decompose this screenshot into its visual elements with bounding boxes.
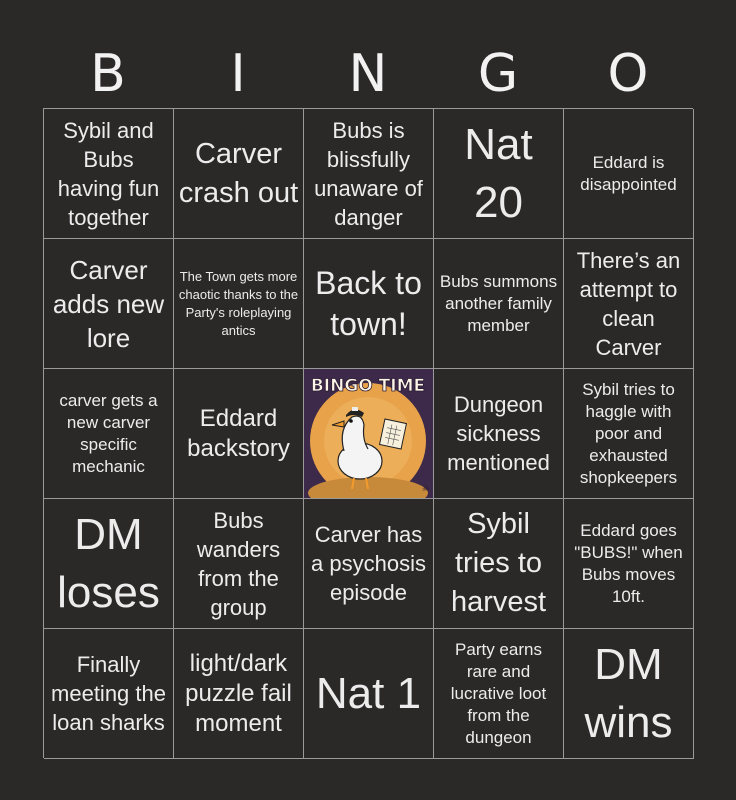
bingo-cell[interactable]	[434, 369, 564, 499]
bingo-cell[interactable]	[304, 629, 434, 759]
bingo-cell[interactable]	[44, 239, 174, 369]
bingo-time-text: BINGO TIME	[310, 376, 426, 396]
cell-text: The Town gets more chaotic thanks to the Party's roleplaying antics	[178, 268, 299, 338]
bingo-cell[interactable]	[174, 109, 304, 239]
bingo-cell[interactable]	[564, 629, 694, 759]
free-space-cell[interactable]	[304, 369, 434, 499]
bingo-cell[interactable]	[304, 239, 434, 369]
cell-text: Nat 1	[315, 668, 422, 718]
header-letter-g: G	[477, 44, 519, 104]
bingo-cell[interactable]	[304, 109, 434, 239]
cell-text: Sybil and Bubs having fun together	[57, 117, 160, 230]
header-letter-n: N	[348, 44, 388, 104]
bingo-cell[interactable]	[44, 499, 174, 629]
cell-text: Bubs wanders from the group	[196, 507, 281, 620]
cell-text: Nat 20	[464, 119, 533, 227]
cell-text: DM loses	[57, 509, 160, 617]
cell-text: Sybil tries to haggle with poor and exhausted shopkeepers	[579, 379, 678, 487]
cell-text: Carver has a psychosis episode	[311, 522, 426, 605]
bingo-cell[interactable]	[174, 369, 304, 499]
bingo-cell[interactable]	[564, 369, 694, 499]
bingo-cell[interactable]	[174, 499, 304, 629]
cell-text: Eddard backstory	[187, 404, 290, 462]
cell-text: Back to town!	[315, 264, 422, 342]
cell-text: carver gets a new carver specific mechanic	[59, 390, 158, 476]
bingo-cell[interactable]	[44, 109, 174, 239]
cell-text: DM wins	[584, 639, 673, 747]
svg-text:☠: ☠	[422, 484, 430, 493]
bingo-cell[interactable]	[44, 629, 174, 759]
cell-text: Party earns rare and lucrative loot from the dungeon	[450, 639, 547, 747]
cell-text: Dungeon sickness mentioned	[447, 392, 550, 475]
bingo-cell[interactable]	[564, 109, 694, 239]
header-letter-o: O	[607, 44, 649, 104]
bingo-cell[interactable]	[304, 499, 434, 629]
bingo-cell[interactable]	[174, 629, 304, 759]
bingo-cell[interactable]	[434, 109, 564, 239]
cell-text: Finally meeting the loan sharks	[51, 652, 166, 735]
bingo-cell[interactable]	[434, 629, 564, 759]
bingo-cell[interactable]	[174, 239, 304, 369]
cell-text: light/dark puzzle fail moment	[185, 649, 292, 737]
cell-text: Eddard is disappointed	[580, 152, 677, 194]
bingo-header	[43, 44, 693, 104]
bingo-time-duck-image	[304, 369, 433, 498]
cell-text: There’s an attempt to clean Carver	[576, 247, 681, 360]
bingo-cell[interactable]	[564, 239, 694, 369]
cell-text: Bubs summons another family member	[439, 271, 558, 335]
bingo-cell[interactable]	[564, 499, 694, 629]
cell-text: Eddard goes "BUBS!" when Bubs moves 10ft.	[574, 520, 683, 606]
header-letter-b: B	[90, 44, 126, 104]
cell-text: Bubs is blissfully unaware of danger	[314, 117, 423, 230]
cell-text: Carver adds new lore	[52, 254, 165, 353]
bingo-cell[interactable]	[434, 499, 564, 629]
cell-text: Sybil tries to harvest	[450, 508, 547, 618]
header-letter-i: I	[230, 44, 246, 104]
bingo-time-title	[311, 376, 425, 396]
cell-text: Carver crash out	[178, 137, 299, 209]
bingo-cell[interactable]	[434, 239, 564, 369]
bingo-card-grid	[43, 108, 693, 758]
bingo-cell[interactable]	[44, 369, 174, 499]
